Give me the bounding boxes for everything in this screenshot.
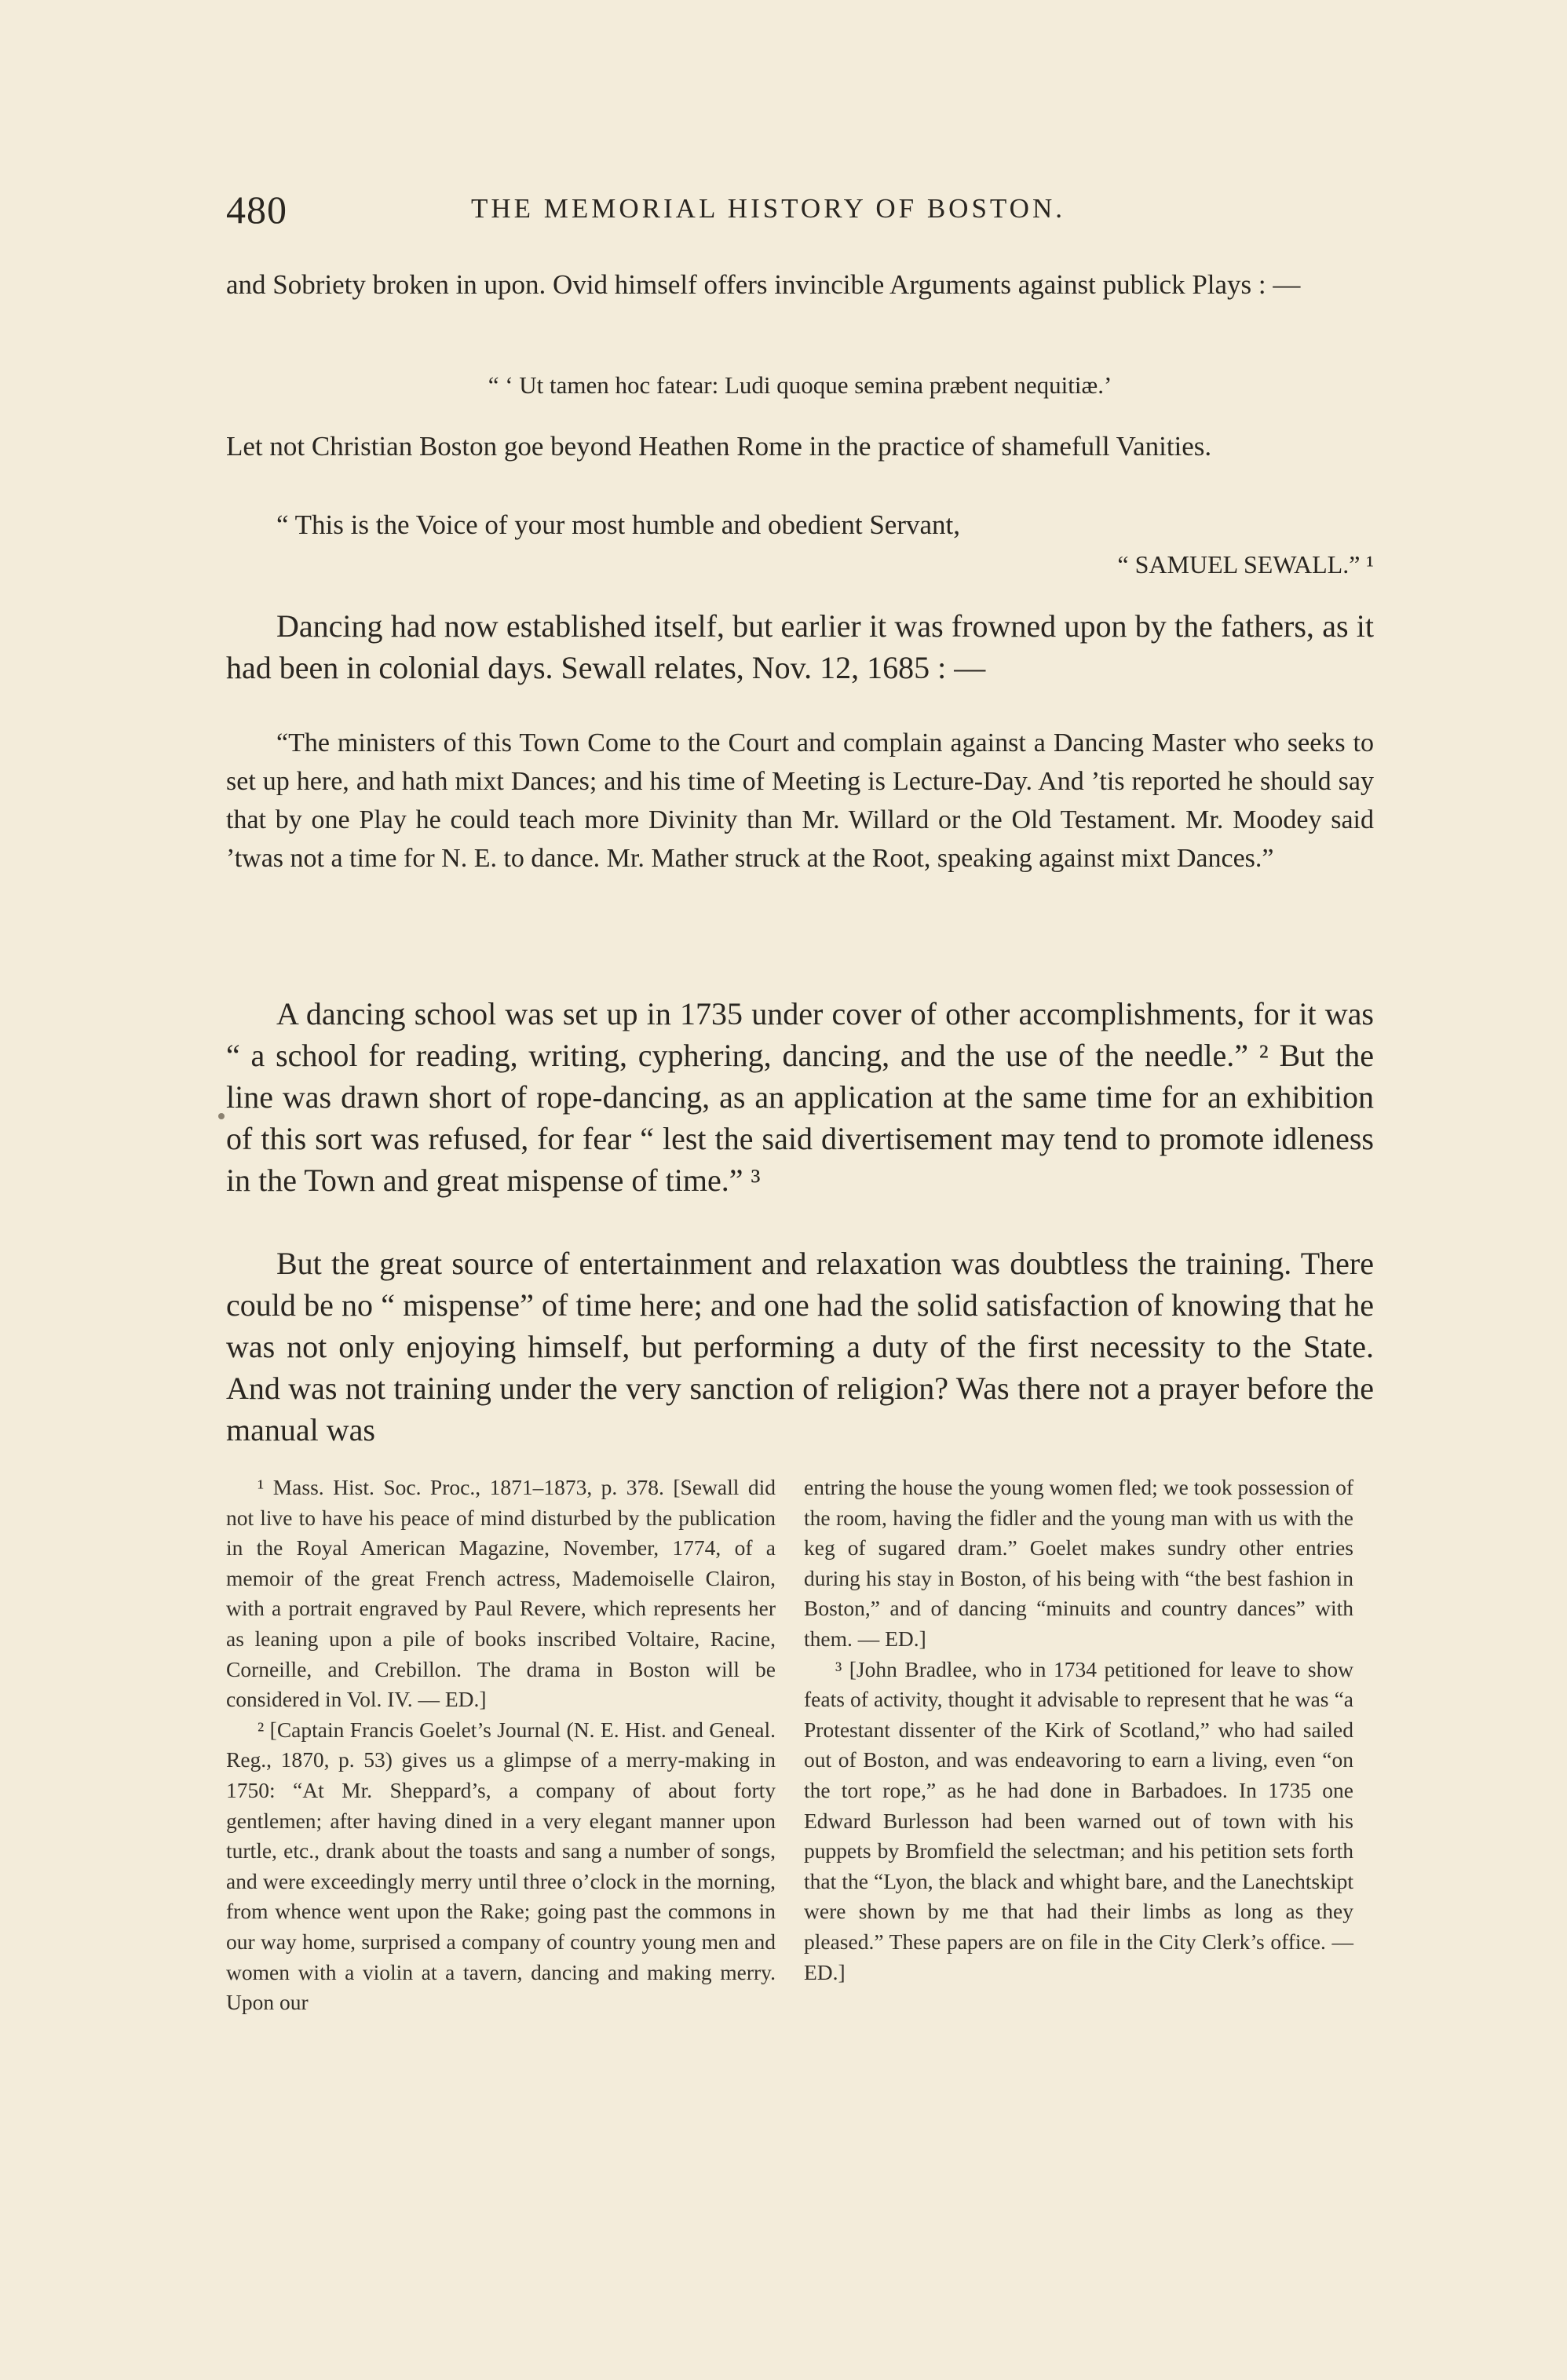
footnote-1: ¹ Mass. Hist. Soc. Proc., 1871–1873, p. 378. [Sewall did not live to have his peace of mind disturbed by the publication in the Royal American Magazine, November, 1774, of a memoir of the great French actress, Mademoiselle Clairon, with a portrait engraved by Paul Revere, which represents her as leaning upon a pile of books inscribed Voltaire, Racine, Corneille, and Crebillon. The drama in Boston will be considered in Vol. IV. — ED.] <box>226 1475 776 1712</box>
page-header <box>226 187 1372 237</box>
footnotes-left-column <box>226 1473 776 2018</box>
paragraph-closing: “ This is the Voice of your most humble and obedient Servant, <box>276 509 960 540</box>
footnote-2: ² [Captain Francis Goelet’s Journal (N. E. Hist. and Geneal. Reg., 1870, p. 53) gives us a glimpse of a merry-making in 1750: “At Mr. Sheppard’s, a company of about forty gentlemen; after having dined in a very elegant manner upon turtle, etc., drank about the toasts and sang a number of songs, and were exceedingly merry until three o’clock in the morning, from whence went upon the Rake; going past the commons in our way home, surprised a company of country young men and women with a violin at a tavern, dancing and making merry. Upon our <box>226 1717 776 2015</box>
quotation-ministers: “The ministers of this Town Come to the Court and complain against a Dancing Master who seeks to set up here, and hath mixt Dances; and his time of Meeting is Lecture-Day. And ’tis reported he should say that by one Play he could teach more Divinity than Mr. Willard or the Old Testament. Mr. Moodey said ’twas not a time for N. E. to dance. Mr. Mather struck at the Root, speaking against mixt Dances.” <box>226 728 1374 873</box>
running-head: THE MEMORIAL HISTORY OF BOSTON. <box>471 193 1065 224</box>
paragraph-training: But the great source of entertainment and relaxation was doubtless the training. There could be no “ mispense” of time here; and one had the solid satisfaction of knowing that he was not only enjoying himself, but performing a duty of the first necessity to the State. And was not training under the very sanction of religion? Was there not a prayer before the manual was <box>226 1246 1374 1447</box>
paragraph-sobriety: and Sobriety broken in upon. Ovid himself offers invincible Arguments against publick Plays : — <box>226 269 1301 300</box>
paragraph-christian-boston: Let not Christian Boston goe beyond Heathen Rome in the practice of shamefull Vanities. <box>226 431 1212 462</box>
latin-quotation: “ ‘ Ut tamen hoc fatear: Ludi quoque semina præbent nequitiæ.’ <box>488 371 1112 399</box>
signature-sewall: “ SAMUEL SEWALL.” ¹ <box>1117 550 1374 579</box>
paragraph-dancing: Dancing had now established itself, but earlier it was frowned upon by the fathers, as it had been in colonial days. Sewall relates, Nov. 12, 1685 : — <box>226 608 1374 685</box>
ink-speck <box>218 1113 225 1119</box>
footnotes-right-column <box>804 1473 1353 1988</box>
page-number: 480 <box>226 188 287 232</box>
paragraph-dancing-school: A dancing school was set up in 1735 under cover of other accomplishments, for it was “ a school for reading, writing, cyphering, dancing, and the use of the needle.” ² But the line was drawn short of rope-dancing, as an application at the same time for an exhibition of this sort was refused, for fear “ lest the said divertisement may tend to promote idleness in the Town and great mispense of time.” ³ <box>226 996 1374 1198</box>
footnote-3: ³ [John Bradlee, who in 1734 petitioned for leave to show feats of activity, thought it advisable to represent that he was “a Protestant dissenter of the Kirk of Scotland,” who had sailed out of Boston, and was endeavoring to earn a living, even “on the tort rope,” as he had done in Barbadoes. In 1735 one Edward Burlesson had been warned out of town with his puppets by Bromfield the selectman; and his petition sets forth that the “Lyon, the black and whight bare, and the Lanechtskipt were shown by me that had their limbs as long as they pleased.” These papers are on file in the City Clerk’s office. — ED.] <box>804 1656 1353 1984</box>
footnote-2-continued: entring the house the young women fled; we took possession of the room, having the fidler and the young man with us with the keg of sugared dram.” Goelet makes sundry other entries during his stay in Boston, of his being with “the best fashion in Boston,” and of dancing “minuits and country dances” with them. — ED.] <box>804 1475 1353 1651</box>
